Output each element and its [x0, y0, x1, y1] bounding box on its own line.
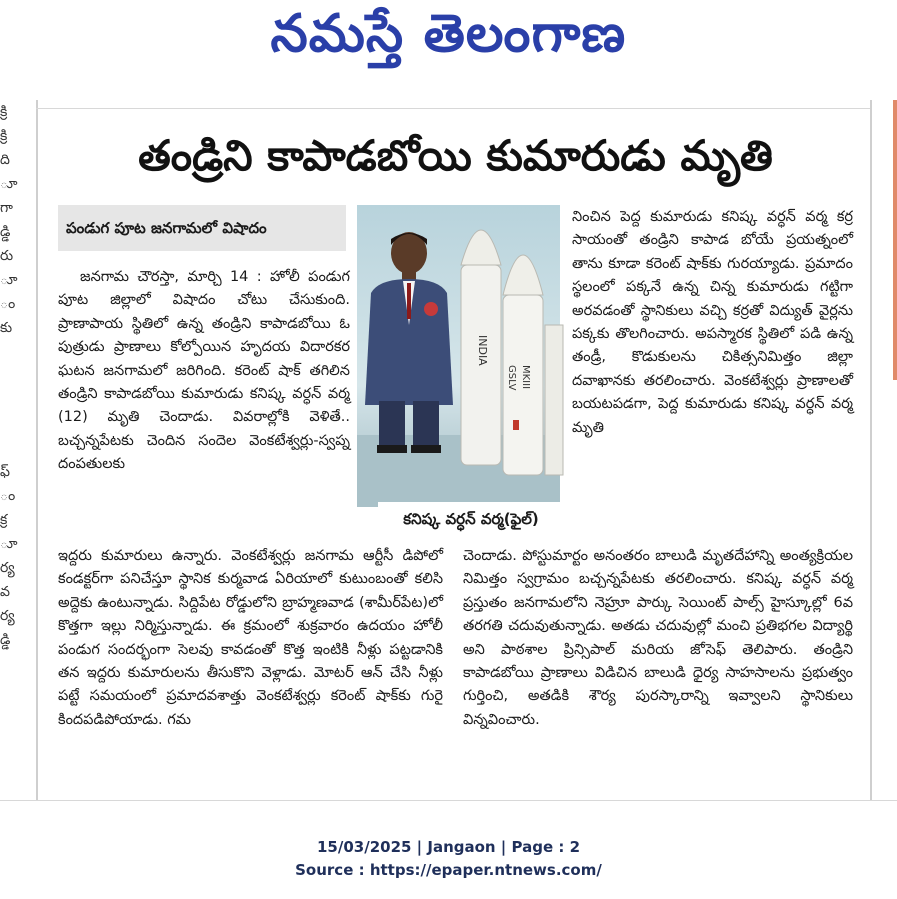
- source-link[interactable]: Source : https://epaper.ntnews.com/: [295, 861, 602, 879]
- right-adjacent-image: [893, 100, 897, 380]
- top-border: [36, 108, 870, 109]
- article-headline: తండ్రిని కాపాడబోయి కుమారుడు మృతి: [138, 131, 773, 180]
- masthead: [0, 0, 897, 80]
- column-1-top: జనగామ చౌరస్తా, మార్చి 14 : హోలీ పండుగ పూట జిల్లాలో విషాదం చోటు చేసుకుంది. ప్రాణాపాయ స్థితిలో ఉన్న తండ్రిని కాపాడబోయి ఓ పుత్రుడు ప్రాణాలు కోల్పోయిన హృదయ విదారకర ఘటన జనగామలో జరిగింది. కరెంట్ షాక్ తగిలిన తండ్రిని కాపాడబోయి కుమారుడు కనిష్క వర్ధన్ వర్మ (12) మృతి చెందాడు. వివరాల్లోకి వెళితే.. బచ్చన్నపేటకు చెందిన సందెల వెంకటేశ్వర్లు-స్వప్న దంపతులకు: [58, 269, 350, 473]
- edition-info: 15/03/2025 | Jangaon | Page : 2: [316, 838, 581, 856]
- right-border: [870, 100, 872, 800]
- boy-with-rocket-illustration: [357, 205, 560, 507]
- column-1-bottom: ఇద్దరు కుమారులు ఉన్నారు. వెంకటేశ్వర్లు జనగామ ఆర్టీసీ డిపోలో కండక్టర్‌గా పనిచేస్తూ స్థానిక కుర్మవాడ ఏరియాలో కుటుంబంతో కలిసి అద్దెకు ఉంటున్నాడు. సిద్దిపేట రోడ్డులోని బ్రాహ్మణవాడ (శామీర్‌పేట)లో కొత్తగా ఇల్లు నిర్మిస్తున్నాడు. ఈ క్రమంలో శుక్రవారం ఉదయం హోలీ పండుగ సందర్భంగా సెలవు కావడంతో కొత్త ఇంటికి నీళ్లు పట్టడానికి తన ఇద్దరు కుమారులను తీసుకొని వెళ్లాడు. మోటర్ ఆన్ చేసి నీళ్లు పట్టే సమయంలో ప్రమాదవశాత్తు వెంకటేశ్వర్లు కరెంట్ షాక్‌కు గురై కిందపడిపోయాడు. గమ: [58, 548, 443, 728]
- left-adjacent-column: క్రి క్రి ది ూ గా డ్డి రు ూ ం కు ఫ్ ం క్ర ూ ర్య వ ర్య డ్డి: [0, 104, 18, 648]
- article-subheading: పండుగ పూట జనగామలో విషాదం: [58, 205, 346, 251]
- newspaper-logo: నమస్తే తెలంగాణ: [270, 4, 627, 64]
- photo-caption: కనిష్క వర్ధన్ వర్మ(ఫైల్): [378, 502, 564, 536]
- column-2-top: నించిన పెద్ద కుమారుడు కనిష్క వర్ధన్ వర్మ కర్ర సాయంతో తండ్రిని కాపాడ బోయే ప్రయత్నంలో తాను కూడా కరెంట్ షాక్‌కు గురయ్యాడు. ప్రమాదం స్థలంలో పక్కనే ఉన్న చిన్న కుమారుడు గట్టిగా అరవడంతో స్థానికులు వచ్చి కర్రతో విద్యుత్ వైర్లను పక్కకు తొలగించారు. అపస్మారక స్థితిలో పడి ఉన్న తండ్రీ, కొడుకులను చికిత్సనిమిత్తం జిల్లా దవాఖానకు తరలించారు. వెంకటేశ్వర్లు ప్రాణాలతో బయటపడగా, పెద్ద కుమారుడు కనిష్క వర్ధన్ వర్మ మృతి: [572, 209, 853, 436]
- svg-text:MKIII: MKIII: [520, 365, 531, 390]
- left-border: [36, 100, 38, 800]
- article-photo: [357, 205, 560, 507]
- bottom-border: [0, 800, 897, 801]
- svg-text:INDIA: INDIA: [476, 335, 489, 366]
- svg-text:GSLV: GSLV: [506, 365, 517, 391]
- column-2-bottom: చెందాడు. పోస్టుమార్టం అనంతరం బాలుడి మృతదేహాన్ని అంత్యక్రియల నిమిత్తం స్వగ్రామం బచ్చన్నపేటకు తరలించారు. కనిష్క వర్ధన్ వర్మ ప్రస్తుతం జనగామలోని నెహ్రూ పార్కు సెయింట్ పాల్స్ హైస్కూల్లో 6వ తరగతి చదువుతున్నాడు. అతడు చదువుల్లో మంచి ప్రతిభగల విద్యార్థి అని పాఠశాల ప్రిన్సిపాల్ మరియ జోసెఫ్ తెలిపారు. తండ్రిని కాపాడబోయి ప్రాణాలు విడిచిన బాలుడి ధైర్య సాహసాలను ప్రభుత్వం గుర్తించి, అతడికి శౌర్య పురస్కారాన్ని ఇవ్వాలని స్థానికులు విన్నవించారు.: [463, 548, 853, 728]
